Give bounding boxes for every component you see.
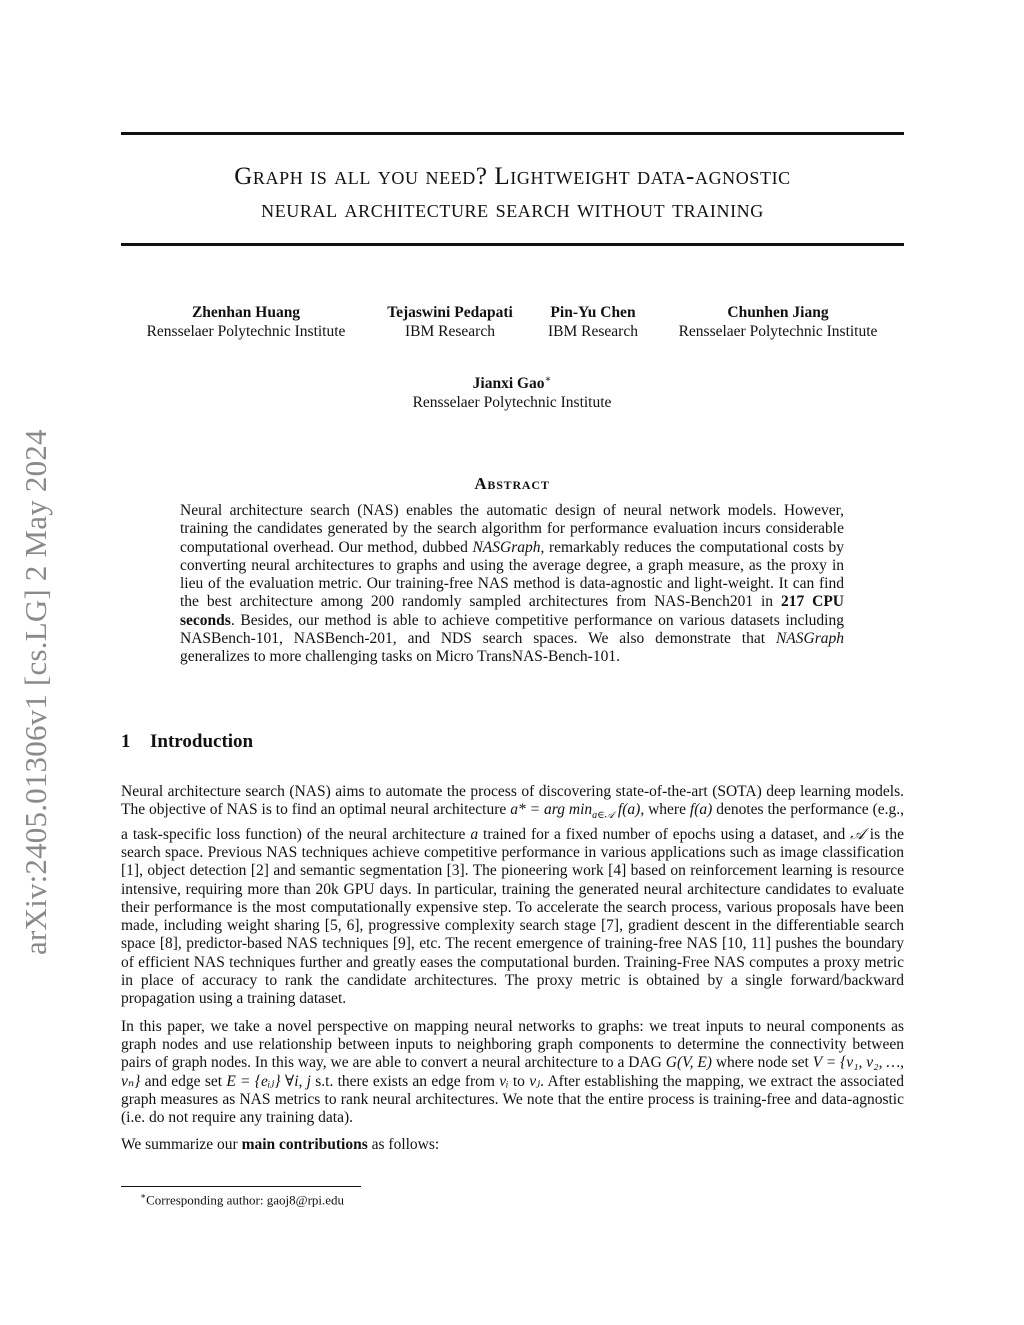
author-3 <box>533 303 653 341</box>
author-name: Zhenhan Huang <box>191 304 301 321</box>
arxiv-side-stamp: arXiv:2405.01306v1 [cs.LG] 2 May 2024 <box>18 429 53 955</box>
author-affiliation: IBM Research <box>405 323 495 340</box>
paragraph-3: We summarize our main contributions as follows: <box>121 1136 440 1154</box>
abstract-text: Neural architecture search (NAS) enables the automatic design of neural network models. However, training the candidates generated by the search algorithm for performance evaluation incurs considerable computational overhead. Our method, dubbed NASGraph, remarkably reduces the computational costs by converting neural architectures to graphs and using the average degree, a graph measure, as the proxy in lieu of the evaluation metric. Our training-free NAS method is data-agnostic and light-weight. It can find the best architecture among 200 randomly sampled architectures from NAS-Bench201 in 217 CPU seconds. Besides, our method is able to achieve competitive performance on various datasets including NASBench-101, NASBench-201, and NDS search spaces. We also demonstrate that NASGraph generalizes to more challenging tasks on Micro TransNAS-Bench-101. <box>180 502 845 666</box>
section-heading-introduction <box>121 731 253 753</box>
author-2 <box>375 303 525 341</box>
author-affiliation: Rensselaer Polytechnic Institute <box>412 394 612 412</box>
footnote-rule <box>121 1186 361 1187</box>
author-affiliation: Rensselaer Polytechnic Institute <box>678 323 878 340</box>
author-5 <box>392 370 632 412</box>
author-1 <box>136 303 356 341</box>
title-top-rule <box>121 132 904 135</box>
introduction-body <box>121 783 904 1164</box>
author-4 <box>668 303 888 341</box>
footnote-text: Corresponding author: gaoj8@rpi.edu <box>146 1192 345 1208</box>
footnote <box>140 1191 344 1208</box>
author-name: Tejaswini Pedapati <box>387 304 513 321</box>
footnote-mark: ∗ <box>140 1191 147 1201</box>
title-bottom-rule <box>121 243 904 246</box>
author-name: Pin-Yu Chen <box>550 304 636 321</box>
section-number: 1 <box>121 731 131 752</box>
abstract-heading: Abstract <box>474 474 550 493</box>
author-name: Jianxi Gao∗ <box>472 374 552 393</box>
author-name: Chunhen Jiang <box>727 304 829 321</box>
corresponding-mark: ∗ <box>544 374 552 385</box>
author-affiliation: IBM Research <box>548 323 638 340</box>
paper-title <box>121 160 904 226</box>
title-line-2: neural architecture search without training <box>261 196 764 223</box>
paragraph-1: Neural architecture search (NAS) aims to automate the process of discovering state-of-the-art (SOTA) deep learning models. The objective of NAS is to find an optimal neural architecture a* = arg $\min_{a\in 𝒜} f(a)$, where f(a) denotes the performance (e.g., a task-specific loss function) of the neural architecture a trained for a fixed number of epochs using a dataset, and 𝒜 is the search space. Previous NAS techniques achieve competitive performance in various applications such as image classification [1], object detection [2] and semantic segmentation [3]. The pioneering work [4] based on reinforcement learning is resource intensive, requiring more than 20k GPU days. In particular, training the generated neural architecture candidates to evaluate their performance is the most computationally expensive step. To accelerate the search process, various proposals have been made, including weight sharing [5, 6], progressive complexity search stage [7], gradient descent in the differentiable search space [8], predictor-based NAS techniques [9], etc. The recent emergence of training-free NAS [10, 11] pushes the boundary of efficient NAS techniques further and greatly eases the computational burden. Training-Free NAS computes a proxy metric in place of accuracy to rank the candidate architectures. The proxy metric is obtained by a single forward/backward propagation using a training dataset. <box>121 783 904 1008</box>
section-title: Introduction <box>150 731 254 752</box>
title-line-1: Graph is all you need? Lightweight data-agnostic <box>234 163 791 190</box>
author-affiliation: Rensselaer Polytechnic Institute <box>146 323 346 340</box>
paragraph-2: In this paper, we take a novel perspective on mapping neural networks to graphs: we treat inputs to neural components as graph nodes and use relationship between inputs to neighboring graph components to determine the connectivity between pairs of graph nodes. In this way, we are able to convert a neural architecture to a DAG G(V, E) where node set V = {v₁, v₂, …, vₙ} and edge set E = {eᵢⱼ} ∀i, j s.t. there exists an edge from vᵢ to vⱼ. After establishing the mapping, we extract the associated graph measures as NAS metrics to rank neural architectures. We note that the entire process is training-free and data-agnostic (i.e. do not require any training data). <box>121 1017 905 1127</box>
